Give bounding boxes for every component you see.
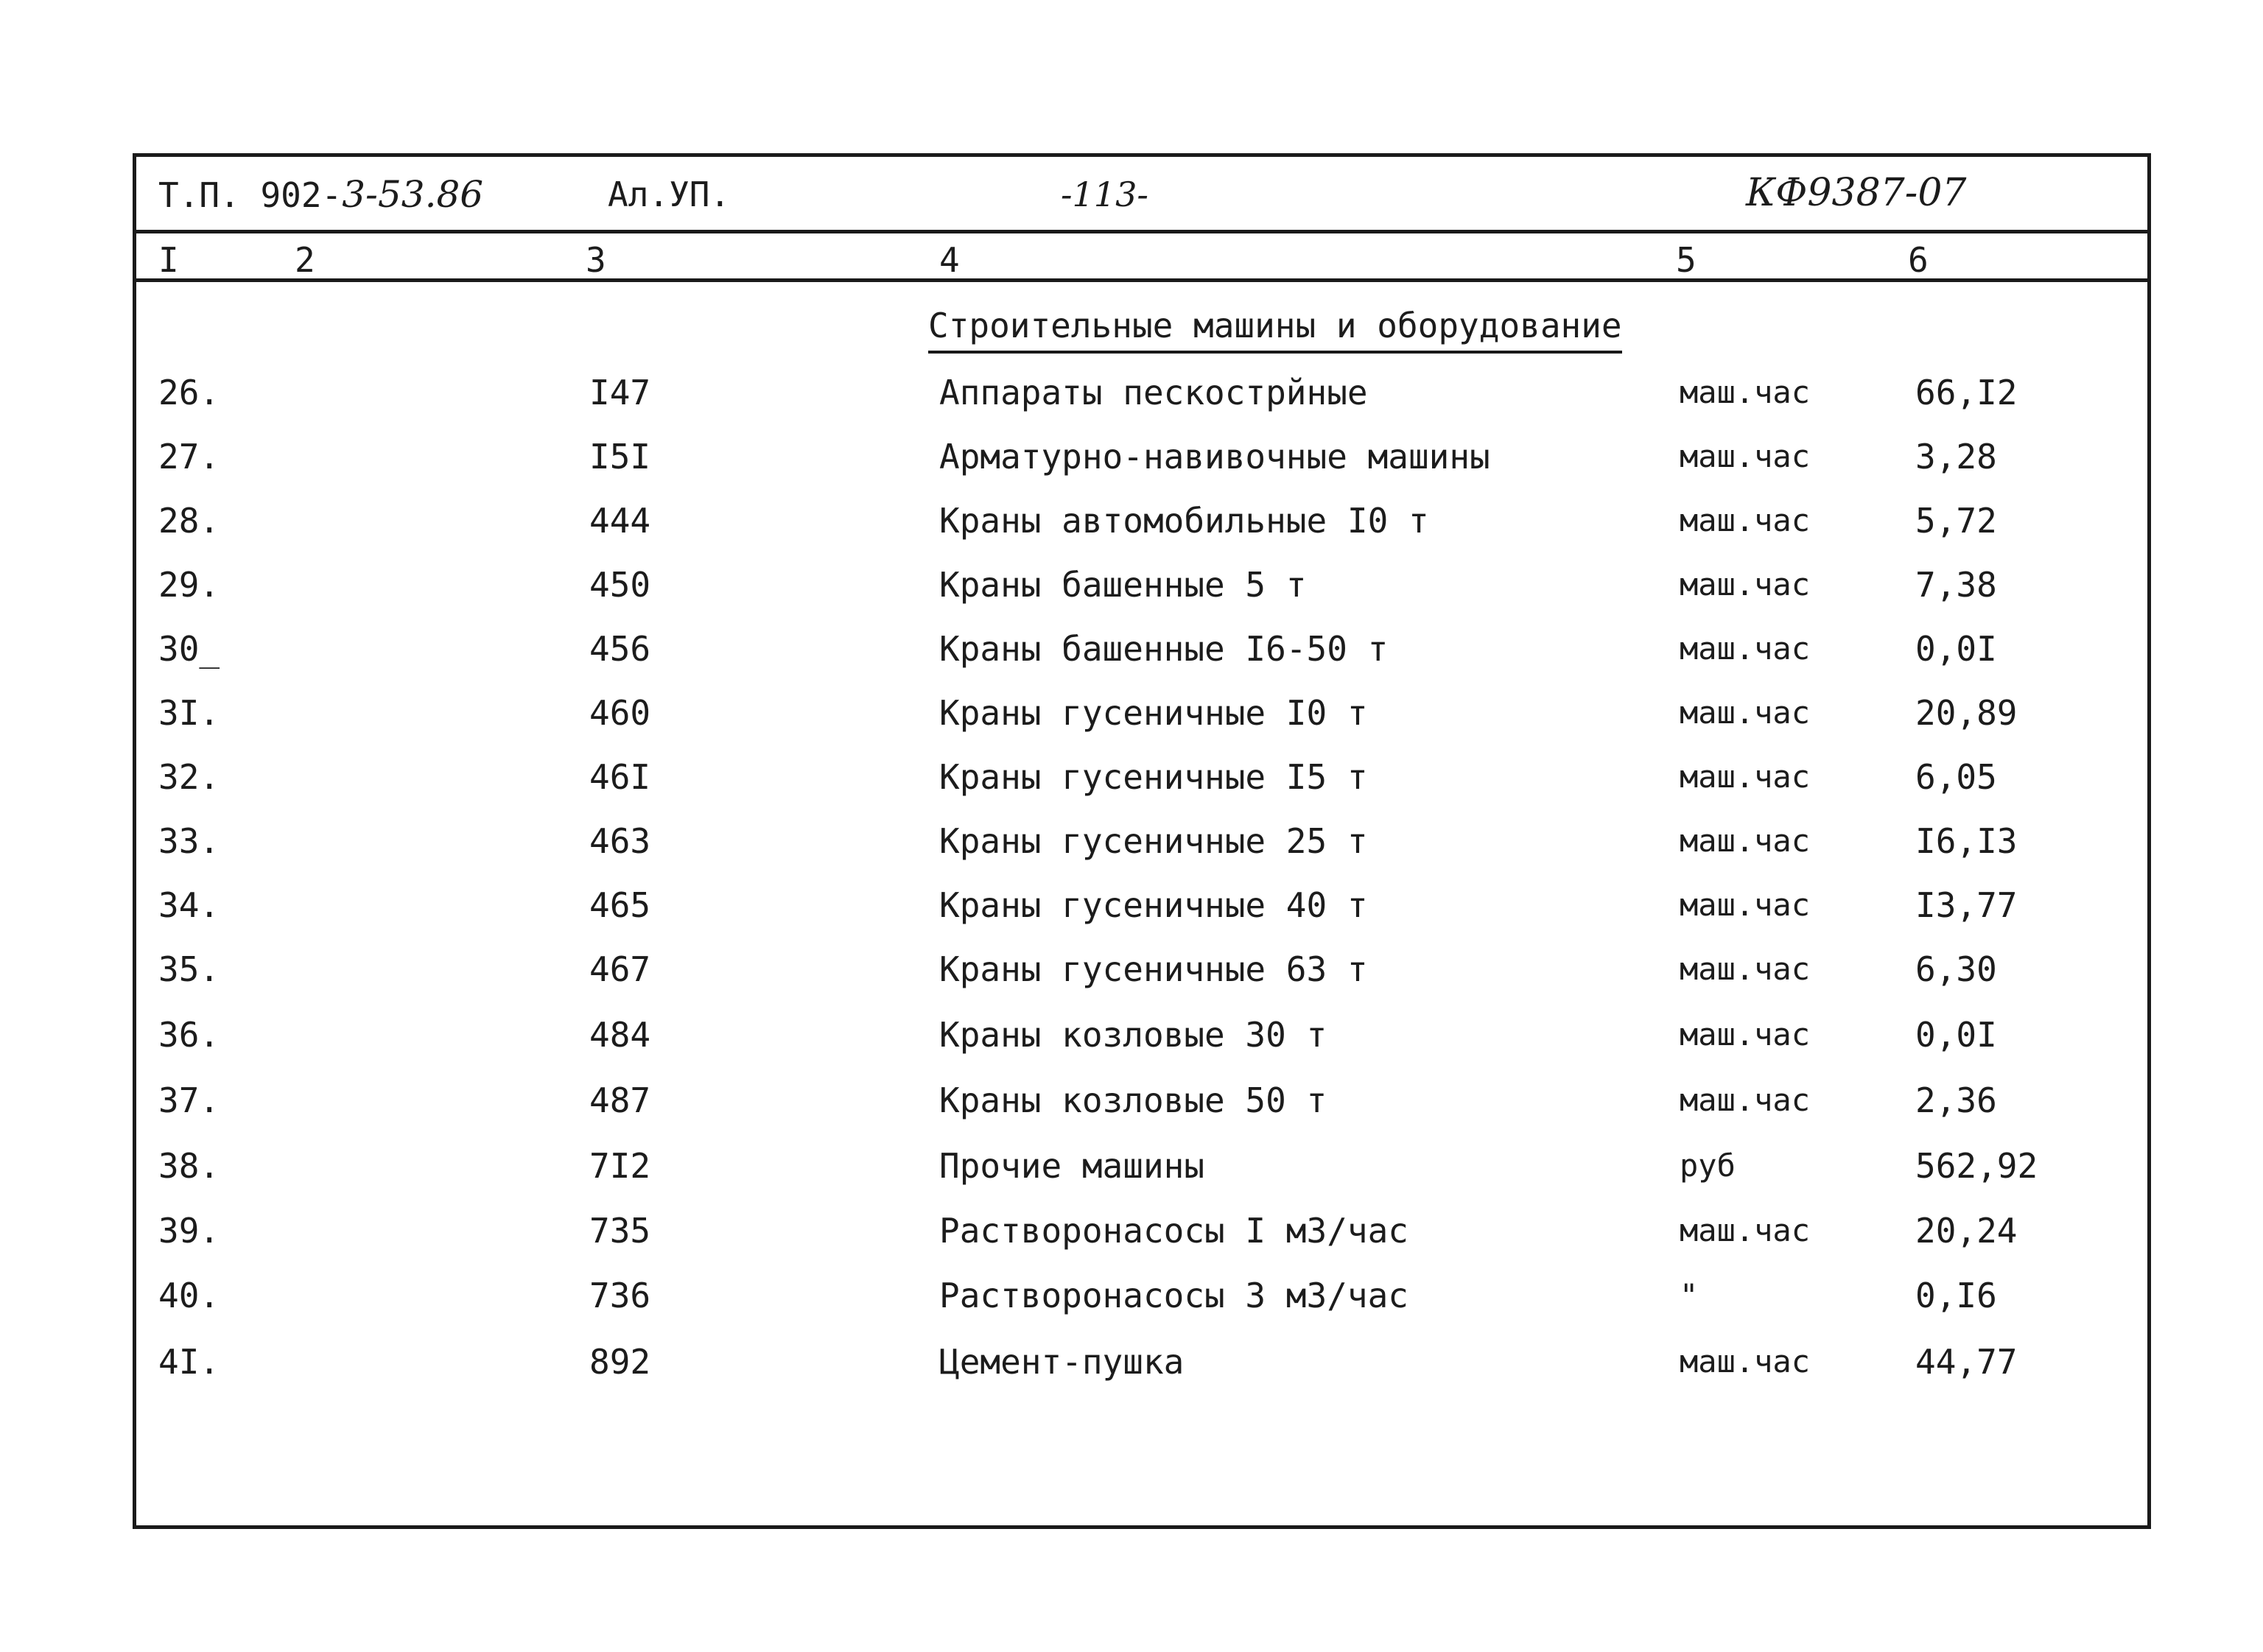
section-title: Строительные машины и оборудование (928, 306, 1622, 345)
resource-code: 892 (589, 1342, 651, 1382)
column-number-3: 3 (586, 240, 606, 280)
row-number: 26. (158, 373, 220, 412)
table-row (0, 1341, 2263, 1382)
row-number: 27. (158, 437, 220, 477)
column-number-2: 2 (295, 240, 315, 280)
unit: маш.час (1680, 759, 1811, 795)
resource-name: Краны гусеничные 40 т (939, 885, 1368, 925)
row-number: 4I. (158, 1342, 220, 1382)
quantity: 2,36 (1915, 1080, 1997, 1120)
resource-name: Краны автомобильные I0 т (939, 501, 1429, 541)
column-number-1: I (158, 240, 179, 280)
doc-code-handwritten: 3-53.86 (342, 173, 484, 216)
resource-name: Растворонасосы 3 м3/час (939, 1276, 1408, 1315)
unit: маш.час (1680, 1016, 1811, 1052)
unit: маш.час (1680, 1212, 1811, 1248)
unit: руб (1680, 1147, 1736, 1184)
resource-name: Краны гусеничные I5 т (939, 757, 1368, 797)
page-number: -113- (1061, 175, 1148, 214)
table-row (0, 500, 2263, 541)
unit: " (1680, 1277, 1699, 1313)
resource-name: Прочие машины (939, 1146, 1205, 1186)
table-row (0, 372, 2263, 413)
quantity: 6,05 (1915, 757, 1997, 797)
row-number: 39. (158, 1211, 220, 1251)
table-row (0, 1080, 2263, 1121)
quantity: 6,30 (1915, 949, 1997, 989)
unit: маш.час (1680, 887, 1811, 923)
row-number: 33. (158, 821, 220, 861)
table-row (0, 1275, 2263, 1316)
unit: маш.час (1680, 630, 1811, 667)
row-number: 3I. (158, 693, 220, 733)
table-row (0, 692, 2263, 734)
column-number-5: 5 (1676, 240, 1697, 280)
row-number: 29. (158, 565, 220, 605)
resource-code: 456 (589, 629, 651, 669)
row-number: 30_ (158, 629, 220, 669)
quantity: 66,I2 (1915, 373, 2018, 412)
album-label: Ал.УП. (608, 175, 731, 214)
table-row (0, 564, 2263, 605)
resource-name: Краны козловые 30 т (939, 1015, 1327, 1055)
row-number: 40. (158, 1276, 220, 1315)
resource-name: Краны гусеничные I0 т (939, 693, 1368, 733)
quantity: I3,77 (1915, 885, 2018, 925)
doc-code (158, 174, 483, 216)
quantity: 5,72 (1915, 501, 1997, 541)
resource-name: Краны козловые 50 т (939, 1080, 1327, 1120)
quantity: 7,38 (1915, 565, 1997, 605)
quantity: 20,24 (1915, 1211, 2018, 1251)
resource-code: 46I (589, 757, 651, 797)
resource-code: 487 (589, 1080, 651, 1120)
resource-name: Арматурно-навивочные машины (939, 437, 1490, 477)
unit: маш.час (1680, 695, 1811, 731)
table-row (0, 436, 2263, 477)
resource-code: 735 (589, 1211, 651, 1251)
resource-code: 465 (589, 885, 651, 925)
unit: маш.час (1680, 438, 1811, 474)
row-number: 32. (158, 757, 220, 797)
header-divider (133, 230, 2151, 233)
resource-code: 7I2 (589, 1146, 651, 1186)
unit: маш.час (1680, 1343, 1811, 1379)
column-numbers-divider (133, 278, 2151, 282)
resource-code: I47 (589, 373, 651, 412)
row-number: 34. (158, 885, 220, 925)
table-row (0, 1210, 2263, 1251)
resource-code: I5I (589, 437, 651, 477)
unit: маш.час (1680, 951, 1811, 987)
sheet-code: КФ9387-07 (1746, 171, 1967, 215)
unit: маш.час (1680, 374, 1811, 410)
table-row (0, 949, 2263, 990)
table-row (0, 1145, 2263, 1187)
quantity: 562,92 (1915, 1146, 2038, 1186)
resource-name: Аппараты пескострйные (939, 373, 1368, 412)
resource-name: Краны башенные 5 т (939, 565, 1307, 605)
resource-name: Цемент-пушка (939, 1342, 1185, 1382)
table-row (0, 885, 2263, 926)
row-number: 36. (158, 1015, 220, 1055)
table-row (0, 628, 2263, 669)
resource-name: Растворонасосы I м3/час (939, 1211, 1408, 1251)
resource-name: Краны гусеничные 25 т (939, 821, 1368, 861)
row-number: 37. (158, 1080, 220, 1120)
quantity: I6,I3 (1915, 821, 2018, 861)
resource-name: Краны башенные I6-50 т (939, 629, 1389, 669)
row-number: 28. (158, 501, 220, 541)
column-number-4: 4 (939, 240, 960, 280)
resource-code: 484 (589, 1015, 651, 1055)
resource-code: 736 (589, 1276, 651, 1315)
unit: маш.час (1680, 1082, 1811, 1118)
table-row (0, 756, 2263, 798)
resource-code: 444 (589, 501, 651, 541)
doc-code-prefix: Т.П. 902- (158, 175, 343, 215)
quantity: 0,I6 (1915, 1276, 1997, 1315)
quantity: 20,89 (1915, 693, 2018, 733)
unit: маш.час (1680, 823, 1811, 859)
quantity: 0,0I (1915, 1015, 1997, 1055)
quantity: 0,0I (1915, 629, 1997, 669)
resource-code: 450 (589, 565, 651, 605)
section-title-wrap (928, 305, 1622, 354)
resource-name: Краны гусеничные 63 т (939, 949, 1368, 989)
unit: маш.час (1680, 502, 1811, 538)
resource-code: 463 (589, 821, 651, 861)
table-row (0, 1014, 2263, 1055)
table-row (0, 820, 2263, 862)
row-number: 38. (158, 1146, 220, 1186)
quantity: 3,28 (1915, 437, 1997, 477)
resource-code: 467 (589, 949, 651, 989)
column-number-6: 6 (1908, 240, 1929, 280)
resource-code: 460 (589, 693, 651, 733)
row-number: 35. (158, 949, 220, 989)
unit: маш.час (1680, 566, 1811, 602)
quantity: 44,77 (1915, 1342, 2018, 1382)
